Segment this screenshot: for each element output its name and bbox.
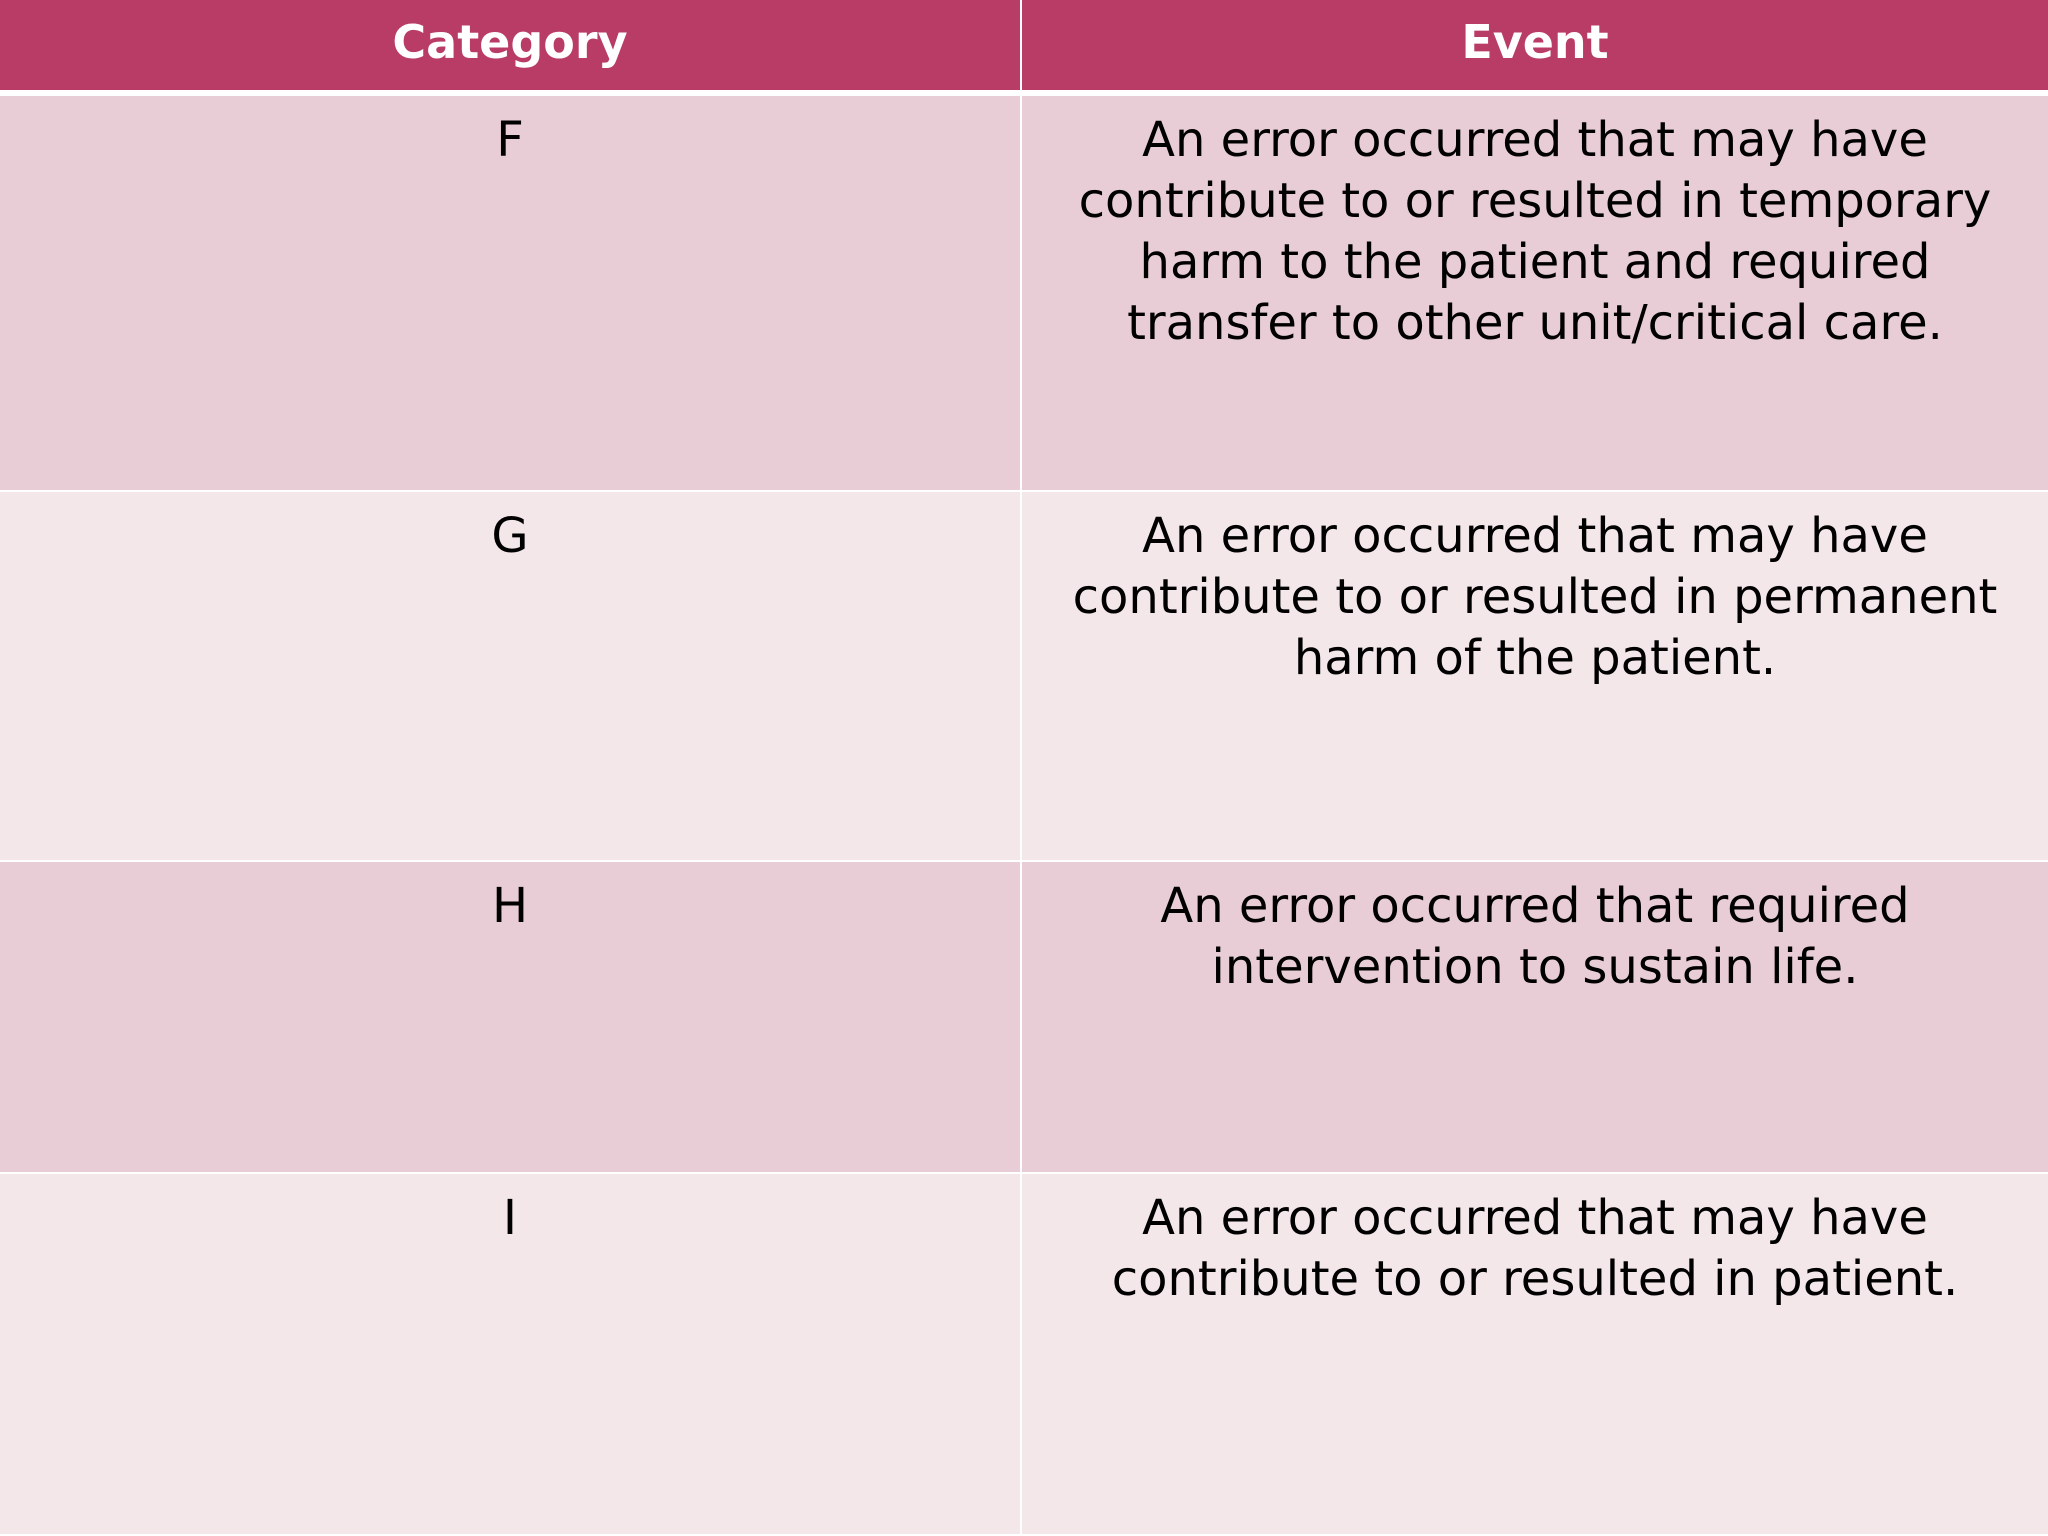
table-row-category: I — [0, 1174, 1022, 1536]
table-row-event: An error occurred that may have contribute to or resulted in temporary harm to the patient and required transfer to other unit/critical care. — [1022, 96, 2048, 492]
table-row-event: An error occurred that may have contribute to or resulted in patient. — [1022, 1174, 2048, 1536]
table-row-category: G — [0, 492, 1022, 862]
header-event: Event — [1022, 0, 2048, 96]
table-row-category: F — [0, 96, 1022, 492]
table-row-category: H — [0, 862, 1022, 1174]
header-category: Category — [0, 0, 1022, 96]
table-row-event: An error occurred that required intervention to sustain life. — [1022, 862, 2048, 1174]
table-row-event: An error occurred that may have contribute to or resulted in permanent harm of the patient. — [1022, 492, 2048, 862]
